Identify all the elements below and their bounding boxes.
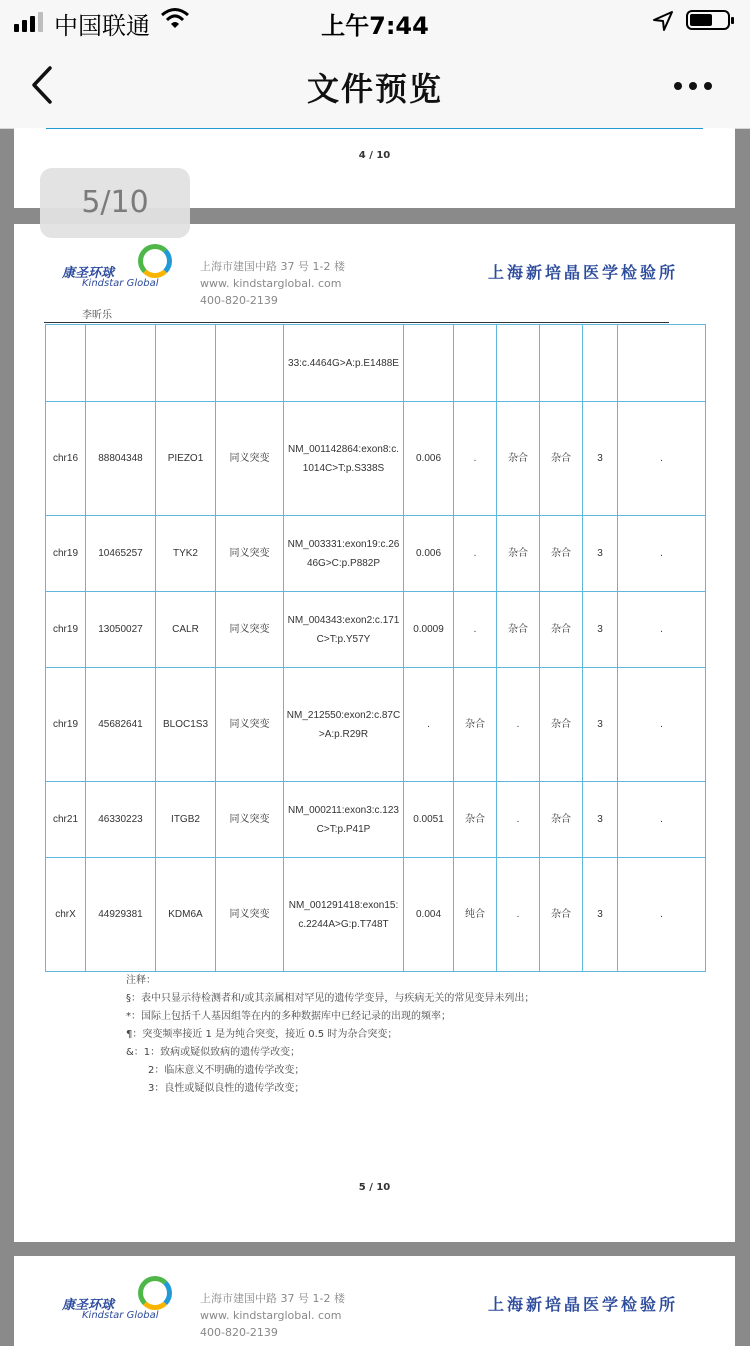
patient-name: 李昕乐: [82, 310, 112, 321]
header-address: 上海市建国中路 37 号 1-2 楼: [200, 260, 345, 273]
variant-table: [45, 324, 706, 972]
header-contact: [200, 258, 345, 309]
page-indicator: 5/10: [40, 168, 190, 238]
note-line: §：表中只显示待检测者和/或其亲属相对罕见的遗传学变异，与疾病无关的常见变异未列出；: [126, 993, 535, 1004]
page-title: 文件预览: [306, 70, 443, 108]
note-line: 2：临床意义不明确的遗传学改变；: [148, 1065, 305, 1076]
note-line: 3：良性或疑似良性的遗传学改变；: [148, 1083, 305, 1094]
kindstar-logo: 康圣环球 Kindstar Global: [62, 244, 182, 294]
table-row: chr19 45682641 BLOC1S3 同义突变 NM_212550:exon2:c.87C>A:p.R29R . 杂合 . 杂合 3 .: [46, 668, 706, 782]
status-bar: [0, 0, 750, 42]
logo-ring-icon: [138, 244, 172, 278]
header-address: 上海市建国中路 37 号 1-2 楼: [200, 1292, 345, 1305]
table-notes: [126, 972, 534, 1098]
note-line: ¶：突变频率接近 1 是为纯合突变，接近 0.5 时为杂合突变；: [126, 1029, 398, 1040]
notes-title: 注释：: [126, 975, 156, 986]
note-line: &：1：致病或疑似致病的遗传学改变；: [126, 1047, 301, 1058]
note-line: *：国际上包括千人基因组等在内的多种数据库中已经记录的出现的频率；: [126, 1011, 451, 1022]
navigation-bar: [0, 42, 750, 129]
document-page-current[interactable]: [14, 224, 735, 1242]
document-page-next[interactable]: [14, 1256, 735, 1346]
battery-icon: [686, 10, 730, 30]
table-row: chr16 88804348 PIEZO1 同义突变 NM_001142864:exon8:c.1014C>T:p.S338S 0.006 . 杂合 杂合 3 .: [46, 402, 706, 516]
table-row: 33:c.4464G>A:p.E1488E: [46, 325, 706, 402]
previous-page-number: 4 / 10: [358, 150, 391, 161]
carrier-name: 中国联通: [54, 12, 150, 40]
header-contact: [200, 1290, 345, 1341]
status-time: 上午7:44: [321, 12, 429, 40]
table-row: chr21 46330223 ITGB2 同义突变 NM_000211:exon3:c.123C>T:p.P41P 0.0051 杂合 . 杂合 3 .: [46, 782, 706, 858]
lab-name: 上海新培晶医学检验所: [488, 263, 679, 282]
header-website: www. kindstarglobal. com: [200, 277, 342, 290]
lab-name: 上海新培晶医学检验所: [488, 1295, 679, 1314]
table-bottom-line: [46, 128, 703, 129]
location-arrow-icon: [652, 10, 674, 32]
header-divider: [44, 322, 669, 323]
table-row: chr19 13050027 CALR 同义突变 NM_004343:exon2:c.171C>T:p.Y57Y 0.0009 . 杂合 杂合 3 .: [46, 592, 706, 668]
kindstar-logo: 康圣环球 Kindstar Global: [62, 1276, 182, 1326]
header-website: www. kindstarglobal. com: [200, 1309, 342, 1322]
current-page-number: 5 / 10: [358, 1182, 391, 1193]
header-phone: 400-820-2139: [200, 1326, 278, 1339]
more-options-button[interactable]: [668, 72, 718, 102]
table-row: chrX 44929381 KDM6A 同义突变 NM_001291418:exon15:c.2244A>G:p.T748T 0.004 纯合 . 杂合 3 .: [46, 858, 706, 972]
table-row: chr19 10465257 TYK2 同义突变 NM_003331:exon19:c.2646G>C:p.P882P 0.006 . 杂合 杂合 3 .: [46, 516, 706, 592]
logo-ring-icon: [138, 1276, 172, 1310]
header-phone: 400-820-2139: [200, 294, 278, 307]
